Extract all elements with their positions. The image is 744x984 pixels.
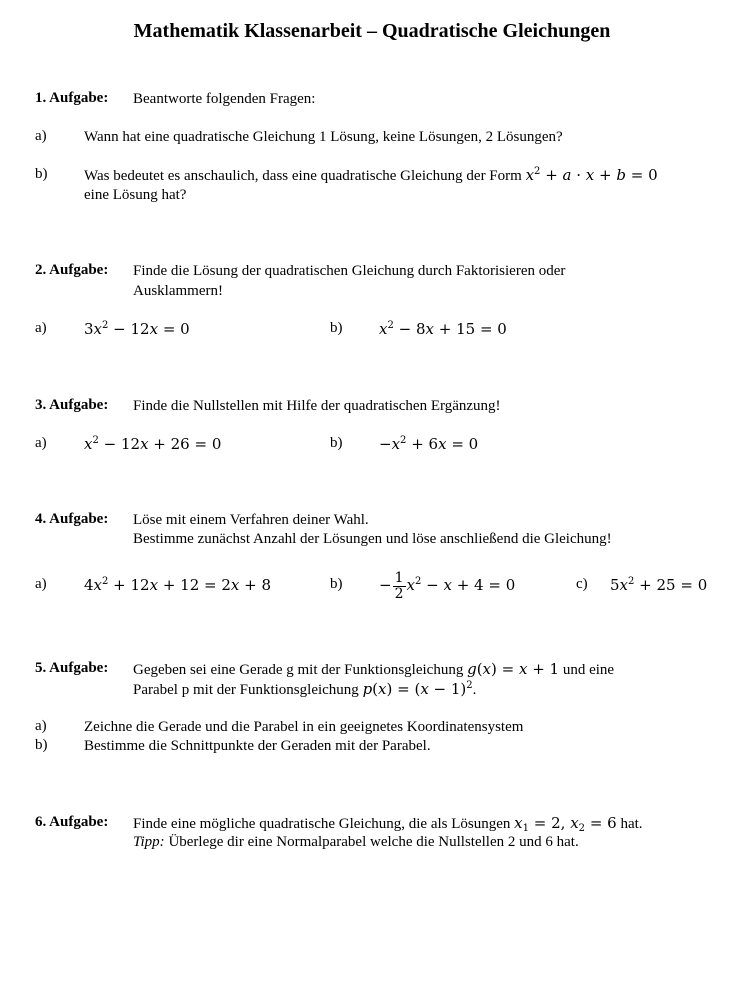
task1-a-label: a) [35,128,47,144]
task3-b-math: $-x^2 + 6x = 0$ [379,435,479,453]
task6-tipp-text: Überlege dir eine Normalparabel welche die Nullstellen 2 und 6 hat. [168,834,579,850]
task1-label: 1. Aufgabe: [35,90,109,106]
task3-b-label: b) [330,435,343,451]
task5-label: 5. Aufgabe: [35,660,109,676]
task1-b-label: b) [35,166,48,182]
task6-instruction-line1 [133,814,643,834]
page-title: Mathematik Klassenarbeit – Quadratische Gleichungen [133,20,611,42]
task6-tipp-label: Tipp: [133,834,165,850]
task6-tipp-line [133,833,579,852]
task2-a-math: $3x^2 - 12x = 0$ [84,320,190,338]
task3-instruction: Finde die Nullstellen mit Hilfe der quadratischen Ergänzung! [133,398,501,414]
task4-b-label: b) [330,576,343,592]
task5-a-label: a) [35,718,47,734]
task4-b-math: − $\frac{1}{2}$ $x^2 - x + 4 = 0$ [379,569,516,602]
task6-instruction-text1-end: hat. [620,816,643,832]
task5-instruction-text1-end: und eine [562,662,615,678]
task1-a-text: Wann hat eine quadratische Gleichung 1 Lösung, keine Lösungen, 2 Lösungen? [84,129,563,145]
task1-b-math: $x^2 + a \cdot x + b = 0$ [525,166,658,184]
task5-b-label: b) [35,737,48,753]
task5-p-math: $p(x) = (x - 1)^2$ [362,680,473,698]
fraction-one-half: $\frac{1}{2}$ [394,569,404,602]
task4-c-label: c) [576,576,588,592]
task4-a-label: a) [35,576,47,592]
task4-c-math: $5x^2 + 25 = 0$ [610,576,708,594]
task2-label: 2. Aufgabe: [35,262,109,278]
task5-instruction-text1: Gegeben sei eine Gerade g mit der Funktionsgleichung [133,662,464,678]
task1-b-text: Was bedeutet es anschaulich, dass eine quadratische Gleichung der Form [84,168,522,184]
task4-instruction-line1: Löse mit einem Verfahren deiner Wahl. [133,512,369,528]
task4-label: 4. Aufgabe: [35,511,109,527]
task5-b-text: Bestimme die Schnittpunkte der Geraden mit der Parabel. [84,738,431,754]
task1-instruction: Beantworte folgenden Fragen: [133,91,316,107]
task5-g-math: g(x) = x + 1 [467,660,560,678]
task6-label: 6. Aufgabe: [35,814,109,830]
task1-b-text2: eine Lösung hat? [84,187,187,203]
task2-instruction-line2: Ausklammern! [133,283,223,299]
task4-instruction-line2: Bestimme zunächst Anzahl der Lösungen und löse anschließend die Gleichung! [133,531,612,547]
task5-instruction-text2: Parabel p mit der Funktionsgleichung [133,682,359,698]
task4-a-math: $4x^2 + 12x + 12 = 2x + 8$ [84,576,272,594]
task2-b-math: $x^2 - 8x + 15 = 0$ [379,320,507,338]
task5-instruction-line1 [133,660,614,680]
task3-label: 3. Aufgabe: [35,397,109,413]
task3-a-label: a) [35,435,47,451]
task2-b-label: b) [330,320,343,336]
task1-b-text-line1 [84,166,658,186]
task2-a-label: a) [35,320,47,336]
task3-a-math: $x^2 - 12x + 26 = 0$ [84,435,222,453]
task2-instruction-line1: Finde die Lösung der quadratischen Gleichung durch Faktorisieren oder [133,263,566,279]
task6-solutions-math: $x_1 = 2$, $x_2 = 6$ [514,814,617,834]
task5-instruction-line2: Parabel p mit der Funktionsgleichung $p(x) = (x - 1)^2$. [133,680,477,698]
task6-instruction-text1: Finde eine mögliche quadratische Gleichung, die als Lösungen [133,816,511,832]
task5-a-text: Zeichne die Gerade und die Parabel in ein geeignetes Koordinatensystem [84,719,524,735]
